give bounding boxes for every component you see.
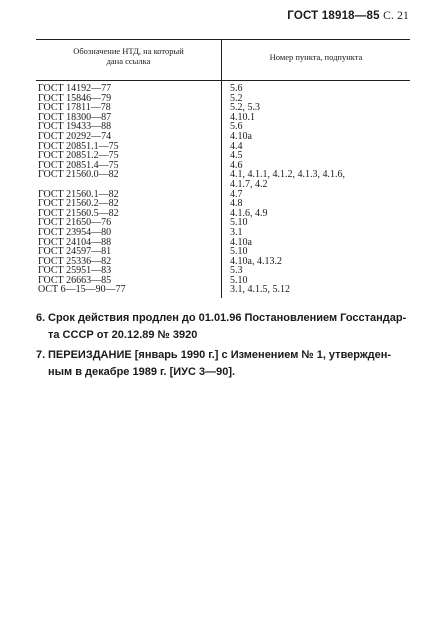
page-number: С. 21 (383, 10, 409, 22)
clause-cell: 5.6 (230, 83, 243, 94)
reference-cell: ГОСТ 20851.1—75 (38, 140, 119, 152)
reference-cell: ГОСТ 14192—77 (38, 83, 112, 94)
table-header (36, 40, 410, 80)
reference-cell: ГОСТ 20851.2—75 (38, 150, 119, 162)
note-text-line: Срок действия продлен до 01.01.96 Постановлением Госстандар- (48, 312, 407, 324)
reference-cell: ГОСТ 17811—78 (38, 102, 111, 114)
clause-cell: 4.10.1 (230, 111, 255, 123)
reference-column (36, 81, 222, 298)
standard-number: ГОСТ 18918—85 (287, 10, 380, 22)
col-header-reference (36, 40, 222, 80)
clause-column (222, 81, 410, 298)
reference-cell: ГОСТ 24104—88 (38, 236, 112, 248)
clause-cell: 4.1.6, 4.9 (230, 207, 268, 219)
clause-cell: 3.1, 4.1.5, 5.12 (230, 284, 290, 296)
clause-cell: 5.10 (230, 246, 248, 258)
col-header-clause: Номер пункта, подпункта (269, 52, 363, 62)
reference-table (36, 39, 410, 298)
reference-cell: ГОСТ 21650—76 (38, 217, 112, 229)
clause-cell: 4.7 (230, 188, 243, 200)
reference-cell: ГОСТ 20851.4—75 (38, 159, 119, 171)
note-number: 7. (36, 349, 46, 361)
col-header-reference-line: Обозначение НТД, на который (73, 46, 184, 56)
clause-cell: 3.1 (230, 226, 243, 238)
col-header-reference-line: дана ссылка (106, 56, 151, 66)
note-text-line: ным в декабре 1989 г. [ИУС 3—90]. (48, 366, 236, 378)
reference-cell: ГОСТ 23954—80 (38, 226, 112, 238)
clause-cell: 4.6 (230, 159, 243, 171)
reference-cell: ГОСТ 20292—74 (38, 130, 112, 142)
clause-cell: 4.10а, 4.13.2 (230, 255, 282, 267)
clause-cell: 5.2, 5.3 (230, 102, 260, 114)
reference-cell: ГОСТ 19433—88 (38, 121, 112, 133)
clause-cell: 4.1, 4.1.1, 4.1.2, 4.1.3, 4.1.6, (230, 169, 345, 181)
note-6 (36, 310, 410, 344)
clause-cell: 5.2 (230, 92, 243, 104)
reference-cell: ГОСТ 21560.2—82 (38, 198, 119, 210)
clause-cell: 4.4 (230, 140, 243, 152)
reference-cell: ГОСТ 25336—82 (38, 255, 112, 267)
clause-cell: 5.6 (230, 121, 243, 133)
reference-cell: ГОСТ 15846—79 (38, 92, 112, 104)
clause-cell: 4.5 (230, 150, 243, 162)
note-number: 6. (36, 312, 46, 324)
note-text-line: ПЕРЕИЗДАНИЕ [январь 1990 г.] с Изменением № 1, утвержден- (48, 349, 392, 361)
clause-cell: 4.10а (230, 236, 252, 248)
table-body (36, 81, 410, 298)
clause-cell: 4.1.7, 4.2 (230, 178, 268, 190)
reference-cell: ГОСТ 24597—81 (38, 246, 112, 258)
clause-cell: 4.10а (230, 130, 252, 142)
clause-cell: 4.8 (230, 198, 243, 210)
reference-cell: ГОСТ 26663—85 (38, 274, 112, 286)
clause-cell: 5.3 (230, 265, 243, 277)
reference-cell: ГОСТ 25951—83 (38, 265, 112, 277)
reference-cell: ОСТ 6—15—90—77 (38, 284, 126, 296)
clause-cell: 5.10 (230, 274, 248, 286)
reference-cell: ГОСТ 21560.1—82 (38, 188, 119, 200)
reference-cell: ГОСТ 18300—87 (38, 111, 112, 123)
reference-cell: ГОСТ 21560.0—82 (38, 169, 119, 181)
clause-cell: 5.10 (230, 217, 248, 229)
reference-cell: ГОСТ 21560.5—82 (38, 207, 119, 219)
note-7 (36, 347, 410, 381)
page-header (287, 10, 409, 22)
note-text-line: та СССР от 20.12.89 № 3920 (48, 329, 198, 341)
